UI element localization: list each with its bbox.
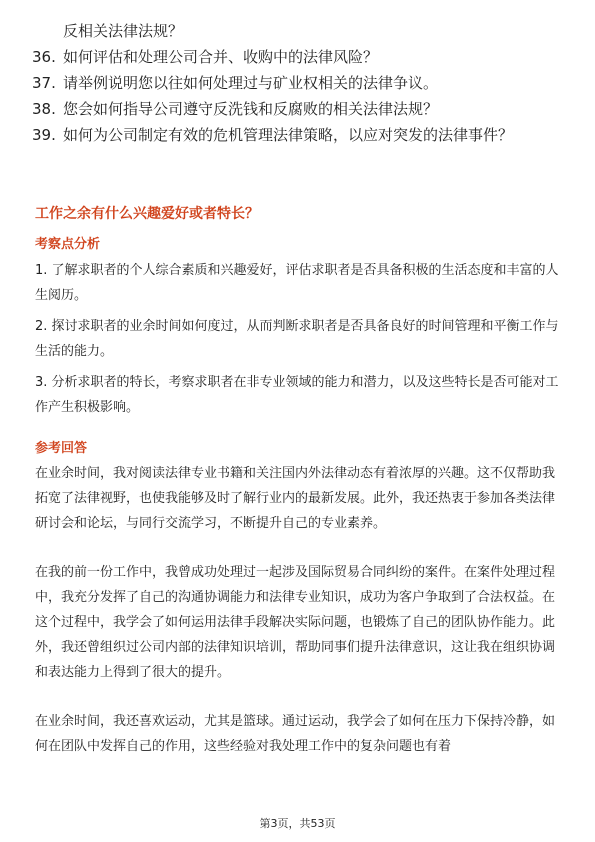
question-item <box>32 122 562 148</box>
question-text: 如何为公司制定有效的危机管理法律策略，以应对突发的法律事件？ <box>63 126 514 144</box>
question-item <box>32 96 562 122</box>
question-number: 37. <box>32 74 56 92</box>
analysis-point: 3. 分析求职者的特长，考察求职者在非专业领域的能力和潜力，以及这些特长是否可能对工作产生积极影响。 <box>35 375 559 415</box>
question-number: 38. <box>32 100 56 118</box>
answer-paragraph: 在业余时间，我还喜欢运动，尤其是篮球。通过运动，我学会了如何在压力下保持冷静，如何在团队中发挥自己的作用，这些经验对我处理工作中的复杂问题也有着 <box>35 714 556 754</box>
question-number: 39. <box>32 126 56 144</box>
question-item <box>32 70 562 96</box>
section-heading: 工作之余有什么兴趣爱好或者特长？ <box>35 206 259 222</box>
question-text: 如何评估和处理公司合并、收购中的法律风险？ <box>63 48 379 66</box>
question-number: 36. <box>32 48 56 66</box>
question-item <box>32 44 562 70</box>
analysis-point: 1. 了解求职者的个人综合素质和兴趣爱好，评估求职者是否具备积极的生活态度和丰富的人生阅历。 <box>35 263 559 303</box>
analysis-list <box>35 258 563 426</box>
page-footer: 第3页，共53页 <box>259 817 336 830</box>
question-list <box>32 18 562 148</box>
analysis-heading: 考察点分析 <box>35 237 101 252</box>
question-text: 您会如何指导公司遵守反洗钱和反腐败的相关法律法规？ <box>63 100 439 118</box>
question-continuation: 反相关法律法规？ <box>63 22 184 40</box>
answer-body <box>35 461 563 783</box>
answer-paragraph: 在业余时间，我对阅读法律专业书籍和关注国内外法律动态有着浓厚的兴趣。这不仅帮助我拓宽了法律视野，也使我能够及时了解行业内的最新发展。此外，我还热衷于参加各类法律研讨会和论坛，与同行交流学习，不断提升自己的专业素养。 <box>35 466 556 531</box>
answer-heading: 参考回答 <box>35 441 88 456</box>
analysis-point: 2. 探讨求职者的业余时间如何度过，从而判断求职者是否具备良好的时间管理和平衡工作与生活的能力。 <box>35 319 559 359</box>
answer-paragraph: 在我的前一份工作中，我曾成功处理过一起涉及国际贸易合同纠纷的案件。在案件处理过程中，我充分发挥了自己的沟通协调能力和法律专业知识，成功为客户争取到了合法权益。在这个过程中，我学会了如何运用法律手段解决实际问题，也锻炼了自己的团队协作能力。此外，我还曾组织过公司内部的法律知识培训，帮助同事们提升法律意识，这让我在组织协调和表达能力上得到了很大的提升。 <box>35 565 556 680</box>
question-text: 请举例说明您以往如何处理过与矿业权相关的法律争议。 <box>63 74 439 92</box>
